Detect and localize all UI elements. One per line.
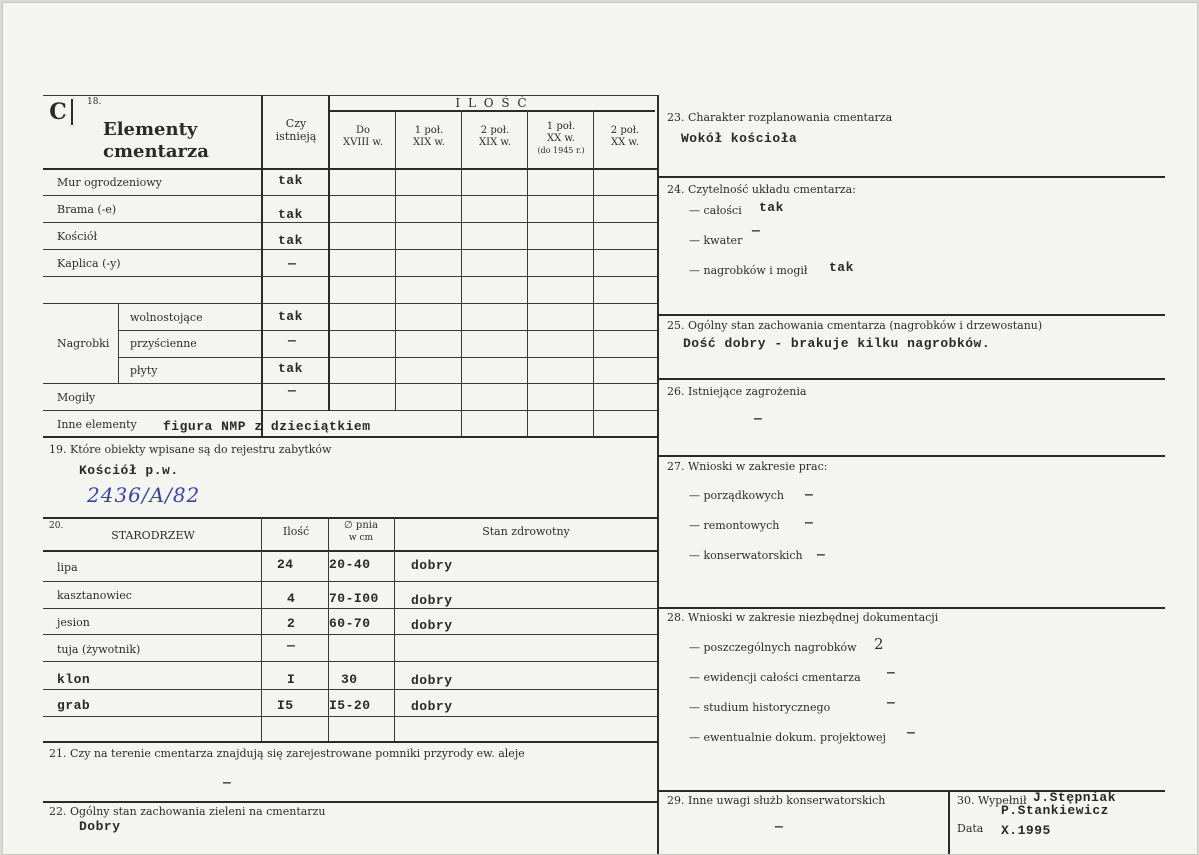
- rule: [43, 168, 657, 170]
- col-header-line: (do 1945 r.): [537, 146, 585, 155]
- tree-diameter: 70-I00: [329, 591, 379, 606]
- section-24-item-value: tak: [759, 200, 784, 215]
- rule: [659, 314, 1165, 316]
- rule: [43, 608, 657, 609]
- tree-name: lipa: [57, 561, 78, 574]
- row-label-mogily: Mogiły: [57, 391, 96, 404]
- rule: [43, 383, 657, 384]
- tree-count: 4: [287, 591, 296, 606]
- row-label-nagrobki: Nagrobki: [57, 337, 110, 350]
- section-22-value: Dobry: [79, 819, 121, 834]
- rule: [43, 634, 657, 635]
- tree-diameter-header-line: w cm: [348, 533, 374, 543]
- rule: [43, 195, 657, 196]
- tree-count: I: [287, 672, 296, 687]
- czy-istnieja-line1: Czy: [285, 117, 307, 130]
- rule: [43, 801, 657, 803]
- rule: [119, 330, 657, 331]
- section-27-item-value: —: [805, 515, 814, 530]
- col-header-line: XX w.: [611, 137, 639, 148]
- section-letter-c: C: [45, 99, 73, 125]
- row-value-kaplica: —: [288, 256, 297, 271]
- section-30-label: 30. Wypełnił: [957, 794, 1027, 807]
- section-28-item-value: —: [907, 725, 916, 740]
- tree-name: jesion: [57, 616, 90, 629]
- col-header-line: 1 poł.: [414, 125, 444, 136]
- tree-name: grab: [57, 698, 91, 713]
- tree-name: klon: [57, 672, 91, 687]
- czy-istnieja-header: [265, 117, 327, 143]
- col-header-line: XVIII w.: [343, 137, 383, 148]
- row-label-brama: Brama (-e): [57, 203, 117, 216]
- section-29-label: 29. Inne uwagi służb konserwatorskich: [667, 794, 886, 807]
- tree-name: kasztanowiec: [57, 589, 132, 602]
- section-23-value: Wokół kościoła: [681, 131, 798, 146]
- rule: [659, 455, 1165, 457]
- tree-count: 2: [287, 616, 296, 631]
- section-27-label: 27. Wnioski w zakresie prac:: [667, 460, 828, 473]
- tree-state: dobry: [411, 558, 453, 573]
- filled-by-name-1: J.Stępniak: [1033, 790, 1117, 805]
- col-header-line: XIX w.: [479, 137, 511, 148]
- row-label-kosciol: Kościół: [57, 230, 98, 243]
- tree-state: dobry: [411, 673, 453, 688]
- section-24-item-label: — kwater: [689, 234, 743, 247]
- section-24-item-value: —: [752, 223, 761, 238]
- rule: [43, 741, 657, 743]
- rule: [261, 517, 262, 741]
- rule: [43, 222, 657, 223]
- rule: [43, 436, 657, 438]
- row-value-wolnostojace: tak: [278, 309, 303, 324]
- tree-state: dobry: [411, 699, 453, 714]
- section-24-label: 24. Czytelność układu cmentarza:: [667, 183, 856, 196]
- tree-count: 24: [277, 557, 294, 572]
- rule: [43, 303, 657, 304]
- filled-by-name-2: P.Stankiewicz: [1001, 803, 1109, 818]
- section-28-item-label: — studium historycznego: [689, 701, 831, 714]
- section-25-value: Dość dobry - brakuje kilku nagrobków.: [683, 336, 991, 351]
- row-value-kosciol: tak: [278, 233, 303, 248]
- tree-diameter-header: [329, 519, 393, 545]
- rule: [395, 110, 396, 411]
- row-value-mur: tak: [278, 173, 303, 188]
- section-21-label: 21. Czy na terenie cmentarza znajdują się zarejestrowane pomniki przyrody ew. aleje: [49, 747, 525, 760]
- rule: [43, 716, 657, 717]
- rule: [43, 689, 657, 690]
- col-header-line: 1 poł.: [546, 121, 576, 132]
- row-value-inne: figura NMP z dzieciątkiem: [163, 419, 371, 434]
- date-value: X.1995: [1001, 823, 1051, 838]
- tree-count: —: [287, 638, 296, 653]
- tree-count: I5: [277, 698, 294, 713]
- tree-diameter-header-line: ∅ pnia: [344, 520, 378, 531]
- section-29-value: —: [775, 819, 784, 834]
- section-18-title-line1: Elementy: [103, 119, 198, 140]
- section-27-item-label: — konserwatorskich: [689, 549, 803, 562]
- section-26-label: 26. Istniejące zagrożenia: [667, 385, 807, 398]
- row-value-przyscienne: —: [288, 333, 297, 348]
- col-header-line: Do: [355, 125, 371, 136]
- tree-diameter: 60-70: [329, 616, 371, 631]
- section-28-item-label: — ewidencji całości cmentarza: [689, 671, 861, 684]
- rule: [261, 95, 263, 437]
- form-sheet: [2, 2, 1198, 855]
- section-21-value: —: [223, 775, 232, 790]
- rule: [43, 276, 657, 277]
- rule: [527, 110, 528, 437]
- col-header-1pol-xix: [397, 125, 461, 149]
- row-label-mur: Mur ogrodzeniowy: [57, 176, 162, 189]
- section-26-value: —: [754, 411, 763, 426]
- ilosc-header: I L O Ś Ć: [455, 96, 529, 110]
- col-header-line: 2 poł.: [610, 125, 640, 136]
- rule: [43, 410, 657, 411]
- rule: [329, 110, 655, 112]
- section-28-item-value: —: [887, 695, 896, 710]
- rule: [328, 95, 330, 411]
- rule: [659, 176, 1165, 178]
- col-header-do-xviii: [331, 125, 395, 149]
- starodrzew-header: STARODRZEW: [111, 529, 195, 542]
- section-19-label: 19. Które obiekty wpisane są do rejestru zabytków: [49, 443, 332, 456]
- tree-diameter: 20-40: [329, 557, 371, 572]
- section-18-title: [103, 119, 209, 163]
- section-27-item-label: — remontowych: [689, 519, 780, 532]
- rule: [461, 110, 462, 437]
- czy-istnieja-line2: istnieją: [275, 130, 317, 143]
- row-label-przyscienne: przyścienne: [130, 337, 197, 350]
- section-28-item-value: 2: [874, 635, 884, 653]
- rule: [118, 303, 119, 383]
- col-header-2pol-xix: [463, 125, 527, 149]
- section-28-item-label: — ewentualnie dokum. projektowej: [689, 731, 886, 744]
- section-19-handwritten: 2436/A/82: [87, 483, 201, 507]
- rule: [43, 581, 657, 582]
- section-27-item-value: —: [805, 487, 814, 502]
- section-24-item-label: — całości: [689, 204, 742, 217]
- section-24-item-label: — nagrobków i mogił: [689, 264, 808, 277]
- section-24-item-value: tak: [829, 260, 854, 275]
- section-19-typed: Kościół p.w.: [79, 463, 179, 478]
- tree-diameter: 30: [341, 672, 358, 687]
- rule: [659, 378, 1165, 380]
- rule: [948, 790, 950, 854]
- col-header-line: XX w.: [547, 133, 575, 144]
- section-25-label: 25. Ogólny stan zachowania cmentarza (nagrobków i drzewostanu): [667, 319, 1043, 332]
- col-header-line: XIX w.: [413, 137, 445, 148]
- section-22-label: 22. Ogólny stan zachowania zieleni na cmentarzu: [49, 805, 326, 818]
- tree-count-header: Ilość: [282, 525, 310, 538]
- section-27-item-label: — porządkowych: [689, 489, 784, 502]
- column-divider: [657, 95, 659, 854]
- section-27-item-value: —: [817, 547, 826, 562]
- rule: [43, 550, 657, 552]
- rule: [394, 517, 395, 741]
- rule: [43, 249, 657, 250]
- row-label-plyty: płyty: [130, 364, 158, 377]
- section-28-label: 28. Wnioski w zakresie niezbędnej dokumentacji: [667, 611, 939, 624]
- section-18-title-line2: cmentarza: [103, 141, 209, 162]
- date-label: Data: [957, 822, 984, 835]
- tree-state: dobry: [411, 618, 453, 633]
- rule: [593, 110, 594, 437]
- row-label-inne: Inne elementy: [57, 418, 137, 431]
- section-18-number: 18.: [87, 97, 102, 107]
- row-label-wolnostojace: wolnostojące: [130, 311, 203, 324]
- col-header-1pol-xx: [529, 121, 593, 157]
- tree-diameter: I5-20: [329, 698, 371, 713]
- rule: [119, 357, 657, 358]
- section-23-label: 23. Charakter rozplanowania cmentarza: [667, 111, 893, 124]
- section-20-number: 20.: [49, 521, 64, 531]
- col-header-2pol-xx: [595, 125, 655, 149]
- row-label-kaplica: Kaplica (-y): [57, 257, 121, 270]
- section-28-item-value: —: [887, 665, 896, 680]
- col-header-line: 2 poł.: [480, 125, 510, 136]
- section-28-item-label: — poszczególnych nagrobków: [689, 641, 857, 654]
- tree-name: tuja (żywotnik): [57, 643, 141, 656]
- row-value-plyty: tak: [278, 361, 303, 376]
- tree-health-header: Stan zdrowotny: [482, 525, 570, 538]
- rule: [659, 607, 1165, 609]
- row-value-brama: tak: [278, 207, 303, 222]
- rule: [43, 95, 657, 96]
- row-value-mogily: —: [288, 383, 297, 398]
- tree-state: dobry: [411, 593, 453, 608]
- rule: [43, 661, 657, 662]
